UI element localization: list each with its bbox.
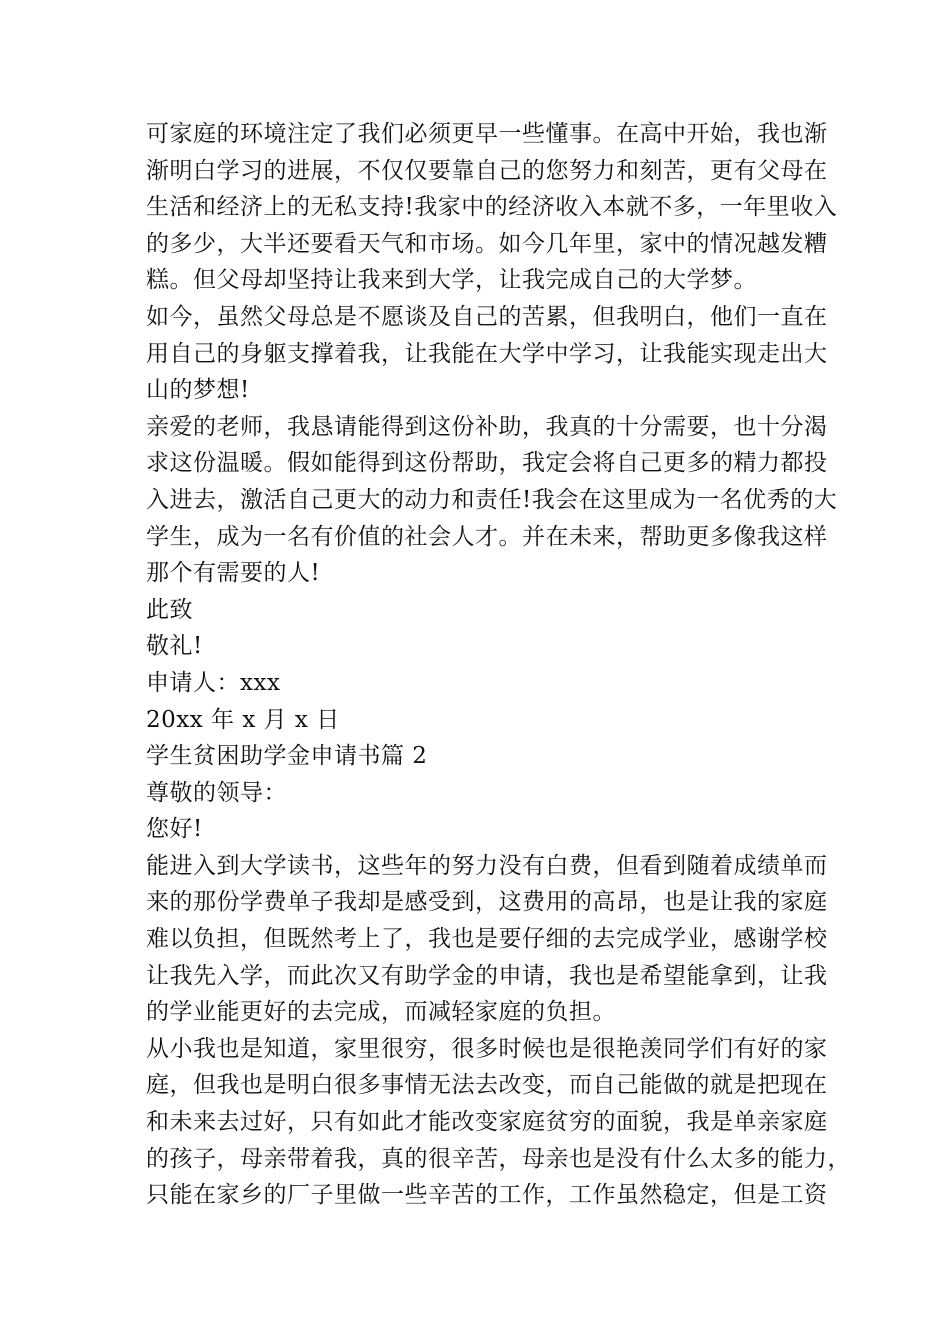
closing-salutation: [146, 592, 836, 629]
text-line: 亲爱的老师，我恳请能得到这份补助，我真的十分需要，也十分渴: [146, 413, 828, 440]
text-line: 能进入到大学读书，这些年的努力没有白费，但看到随着成绩单而: [146, 852, 828, 879]
paragraph-family-environment: [146, 116, 836, 299]
text-line: 只能在家乡的厂子里做一些辛苦的工作，工作虽然稳定，但是工资: [146, 1182, 828, 1209]
text-line: 来的那份学费单子我却是感受到，这费用的高昂，也是让我的家庭: [146, 889, 828, 916]
text-line: 让我先入学，而此次又有助学金的申请，我也是希望能拿到，让我: [146, 962, 828, 989]
text-line: 的学业能更好的去完成，而减轻家庭的负担。: [146, 999, 616, 1026]
document-body: [146, 116, 851, 1214]
section-heading: [146, 738, 836, 775]
text-line: 入进去，激活自己更大的动力和责任!我会在这里成为一名优秀的大: [146, 486, 838, 513]
paragraph-family-background: [146, 1031, 851, 1214]
text-line: 此致: [146, 596, 193, 623]
text-line: 可家庭的环境注定了我们必须更早一些懂事。在高中开始，我也渐: [146, 121, 828, 147]
closing-regards: [146, 628, 836, 665]
paragraph-request: [146, 409, 836, 592]
text-line: 用自己的身躯支撑着我，让我能在大学中学习，让我能实现走出大: [146, 340, 828, 367]
text-line: 您好!: [146, 816, 203, 843]
text-line: 的多少，大半还要看天气和市场。如今几年里，家中的情况越发糟: [146, 230, 828, 257]
paragraph-university-tuition: [146, 848, 836, 1031]
text-line: 山的梦想!: [146, 377, 250, 404]
text-line: 糕。但父母却坚持让我来到大学，让我完成自己的大学梦。: [146, 267, 757, 294]
text-line: 20xx 年 x 月 x 日: [146, 706, 340, 733]
text-line: 的孩子，母亲带着我，真的很辛苦，母亲也是没有什么太多的能力，: [146, 1145, 851, 1172]
text-line: 渐明白学习的进展，不仅仅要靠自己的您努力和刻苦，更有父母在: [146, 157, 828, 184]
greeting-hello: [146, 811, 836, 848]
text-line: 那个有需要的人!: [146, 560, 321, 587]
greeting-recipient: [146, 775, 836, 812]
applicant-signature: [146, 665, 836, 702]
text-line: 和未来去过好，只有如此才能改变家庭贫穷的面貌，我是单亲家庭: [146, 1109, 828, 1136]
text-line: 庭，但我也是明白很多事情无法去改变，而自己能做的就是把现在: [146, 1072, 828, 1099]
text-line: 尊敬的领导：: [146, 779, 287, 806]
text-line: 敬礼!: [146, 633, 203, 660]
paragraph-parents-support: [146, 299, 836, 409]
text-line: 申请人：xxx: [146, 669, 281, 696]
text-line: 求这份温暖。假如能得到这份帮助，我定会将自己更多的精力都投: [146, 450, 828, 477]
text-line: 难以负担，但既然考上了，我也是要仔细的去完成学业，感谢学校: [146, 926, 828, 953]
text-line: 学生贫困助学金申请书篇 2: [146, 743, 428, 770]
text-line: 如今，虽然父母总是不愿谈及自己的苦累，但我明白，他们一直在: [146, 303, 828, 330]
text-line: 学生，成为一名有价值的社会人才。并在未来，帮助更多像我这样: [146, 523, 828, 550]
text-line: 生活和经济上的无私支持!我家中的经济收入本就不多，一年里收入: [146, 194, 838, 221]
text-line: 从小我也是知道，家里很穷，很多时候也是很艳羡同学们有好的家: [146, 1035, 828, 1062]
application-date: [146, 702, 836, 739]
